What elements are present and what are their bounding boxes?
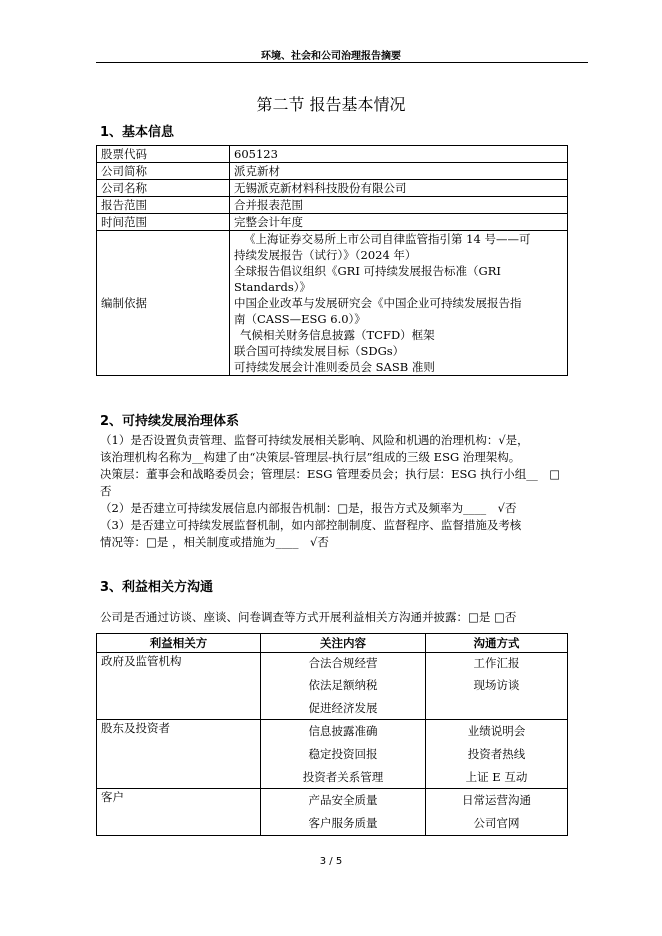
methods-cell xyxy=(426,720,568,789)
table-row xyxy=(97,653,568,720)
column-header: 关注内容 xyxy=(261,634,426,653)
concerns-cell xyxy=(261,720,426,789)
party-name: 客户 xyxy=(101,790,124,804)
governance-line: （1）是否设置负责管理、监督可持续发展相关影响、风险和机遇的治理机构：√是， xyxy=(100,433,529,447)
governance-line: 决策层：董事会和战略委员会；管理层：ESG 管理委员会；执行层：ESG 执行小组__ □ xyxy=(100,467,561,481)
stakeholder-heading: 3、利益相关方沟通 xyxy=(100,580,214,595)
method-item: 工作汇报 xyxy=(473,656,520,670)
info-value: 派克新材 xyxy=(230,163,568,180)
info-value: 605123 xyxy=(230,146,568,163)
stakeholder-intro: 公司是否通过访谈、座谈、问卷调查等方式开展利益相关方沟通并披露：□是 □否 xyxy=(100,610,517,624)
info-row xyxy=(97,197,568,214)
concerns-cell xyxy=(261,789,426,836)
page-number: 3 / 5 xyxy=(319,856,343,867)
basis-line: 中国企业改革与发展研究会《中国企业可持续发展报告指 xyxy=(234,296,522,310)
method-item: 业绩说明会 xyxy=(467,724,526,738)
stakeholder-party xyxy=(97,789,261,836)
basis-line: 联合国可持续发展目标（SDGs） xyxy=(234,344,405,358)
methods-cell xyxy=(426,653,568,720)
info-label: 公司名称 xyxy=(97,180,230,197)
column-header: 沟通方式 xyxy=(426,634,568,653)
governance-line: 该治理机构名称为__构建了由“决策层-管理层-执行层”组成的三级 ESG 治理架构。 xyxy=(100,450,521,464)
basic-info-heading: 1、基本信息 xyxy=(100,125,175,140)
basis-line: 持续发展报告（试行）》（2024 年） xyxy=(234,248,417,262)
concern-item: 信息披露准确 xyxy=(308,724,378,738)
table-row xyxy=(97,789,568,836)
info-row xyxy=(97,163,568,180)
header-rule xyxy=(96,62,588,63)
stakeholder-party xyxy=(97,653,261,720)
basis-line: 南（CASS—ESG 6.0）》 xyxy=(234,312,366,326)
method-item: 现场访谈 xyxy=(473,678,520,692)
party-name: 政府及监管机构 xyxy=(101,654,182,668)
info-row xyxy=(97,146,568,163)
concern-item: 客户服务质量 xyxy=(308,816,378,830)
basis-label: 编制依据 xyxy=(97,231,230,376)
basis-line: 气候相关财务信息披露（TCFD）框架 xyxy=(240,328,435,342)
method-item: 投资者热线 xyxy=(467,747,526,761)
stakeholder-party xyxy=(97,720,261,789)
stakeholder-table xyxy=(96,633,568,836)
party-name: 股东及投资者 xyxy=(101,721,170,735)
info-label: 时间范围 xyxy=(97,214,230,231)
governance-heading: 2、可持续发展治理体系 xyxy=(100,414,240,429)
stakeholder-header-row xyxy=(97,634,568,653)
basis-line: 《上海证券交易所上市公司自律监管指引第 14 号——可 xyxy=(244,232,531,246)
info-label: 公司简称 xyxy=(97,163,230,180)
concern-item: 合法合规经营 xyxy=(308,656,378,670)
basic-info-table xyxy=(96,145,568,376)
info-row xyxy=(97,214,568,231)
governance-line: （3）是否建立可持续发展监督机制，如内部控制制度、监督程序、监督措施及考核 xyxy=(100,518,522,532)
basis-line: Standards）》 xyxy=(234,280,311,294)
info-label: 股票代码 xyxy=(97,146,230,163)
concern-item: 产品安全质量 xyxy=(308,793,378,807)
governance-line: （2）是否建立可持续发展信息内部报告机制：□是，报告方式及频率为____ √否 xyxy=(100,501,517,515)
concern-item: 依法足额纳税 xyxy=(308,678,378,692)
page-header: 环境、社会和公司治理报告摘要 xyxy=(261,51,401,62)
concern-item: 促进经济发展 xyxy=(308,701,378,715)
column-header: 利益相关方 xyxy=(97,634,261,653)
method-item: 日常运营沟通 xyxy=(462,793,531,807)
info-value: 无锡派克新材料科技股份有限公司 xyxy=(230,180,568,197)
info-row xyxy=(97,180,568,197)
method-item: 上证 E 互动 xyxy=(465,770,528,784)
basis-line: 全球报告倡议组织《GRI 可持续发展报告标准（GRI xyxy=(234,264,501,278)
concern-item: 投资者关系管理 xyxy=(302,770,384,784)
concern-item: 稳定投资回报 xyxy=(308,747,378,761)
concerns-cell xyxy=(261,653,426,720)
basis-value xyxy=(230,231,568,376)
info-value: 合并报表范围 xyxy=(230,197,568,214)
table-row xyxy=(97,720,568,789)
method-item: 公司官网 xyxy=(473,816,520,830)
info-row-basis xyxy=(97,231,568,376)
section-title: 第二节 报告基本情况 xyxy=(256,95,406,114)
governance-text xyxy=(100,432,580,551)
governance-line: 否 xyxy=(100,484,112,498)
methods-cell xyxy=(426,789,568,836)
info-label: 报告范围 xyxy=(97,197,230,214)
info-value: 完整会计年度 xyxy=(230,214,568,231)
governance-line: 情况等：□是 ，相关制度或措施为____ √否 xyxy=(100,535,329,549)
basis-line: 可持续发展会计准则委员会 SASB 准则 xyxy=(234,360,435,374)
